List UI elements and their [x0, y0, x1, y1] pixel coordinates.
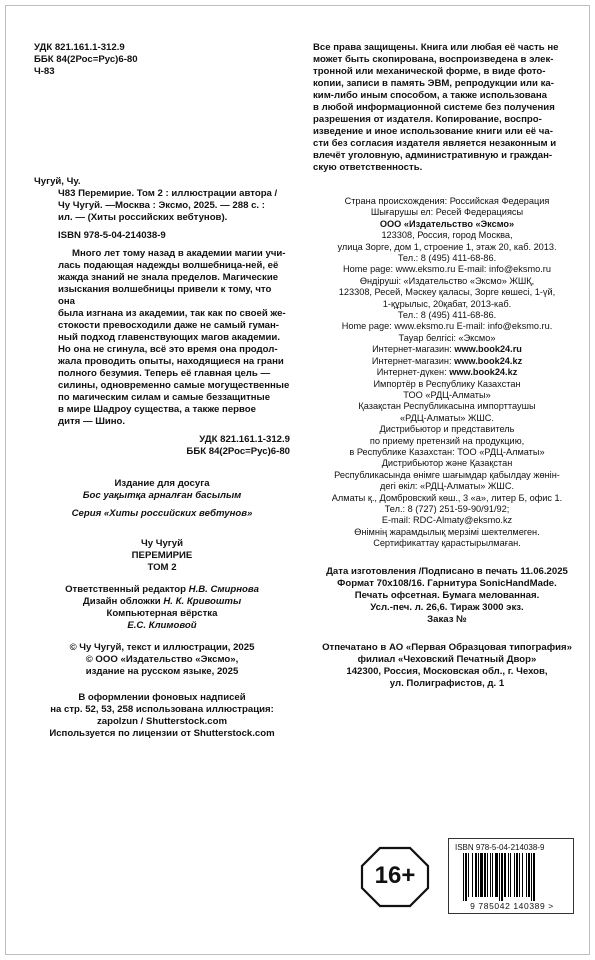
online-shop-kz-kaz — [313, 367, 581, 378]
leisure-edition: Издание для досуга — [114, 478, 210, 489]
bibliographic-line-3: ил. — (Хиты российских вебтунов). — [58, 212, 228, 223]
copyright-publisher: © ООО «Издательство «Эксмо», — [85, 654, 239, 665]
online-shop-label: Интернет-дүкен: — [376, 367, 447, 378]
printer-info — [313, 642, 581, 690]
rights-line: тронной или механической форме, в виде фото- — [313, 66, 546, 77]
background-note-line: Используется по лицензии от Shutterstock.com — [49, 728, 275, 739]
publisher-line: Тел.: 8 (495) 411-68-86. — [397, 253, 497, 264]
background-note-line: В оформлении фоновых надписей — [78, 692, 246, 703]
layout-label: Компьютерная вёрстка — [106, 608, 218, 619]
printer-line: 142300, Россия, Московская обл., г. Чехов, — [346, 665, 548, 677]
author-name: Чу Чугуй — [140, 538, 184, 549]
rights-line: сти без согласия издателя является незаконным и — [313, 138, 557, 149]
editor-label: Ответственный редактор — [65, 584, 186, 595]
annotation-line: Но она не сгинула, всё это время она продол- — [58, 344, 278, 355]
age-rating-text: 16+ — [374, 862, 416, 889]
barcode — [448, 838, 574, 914]
copyright-author: © Чу Чугуй, текст и иллюстрации, 2025 — [69, 642, 255, 653]
online-shop-kz — [313, 356, 581, 367]
rights-line: в любой информационной системе без получения — [313, 102, 555, 113]
rights-line: может быть скопирована, воспроизведена в элек- — [313, 54, 554, 65]
age-rating-badge — [360, 846, 430, 908]
import-line: Дистрибьютор и представитель — [379, 424, 515, 435]
rights-line: скую ответственность. — [313, 162, 423, 173]
rights-line: разрешения от издателя. Копирование, воспро- — [313, 114, 542, 125]
bibliographic-line-1: Ч83 Перемирие. Том 2 : иллюстрации автора / — [58, 188, 278, 199]
publisher-line: Тел.: 8 (495) 411-68-86. — [397, 310, 497, 321]
import-line: дегі өкіл: «РДЦ-Алматы» ЖШС. — [379, 481, 515, 492]
import-line: «РДЦ-Алматы» ЖШС. — [400, 412, 494, 423]
annotation-line: изыскания волшебницы привели к тому, что она — [58, 284, 272, 307]
print-details — [313, 566, 581, 626]
printer-line: ул. Полиграфистов, д. 1 — [389, 677, 505, 689]
import-line: Сертификаттау қарастырылмаған. — [373, 538, 521, 549]
publisher-line: Страна происхождения: Российская Федерация — [344, 196, 550, 206]
import-line: Алматы қ., Домбровский көш., 3 «а», литер Б, офис 1. — [331, 492, 563, 503]
bbk-code: ББК 84(2Рос=Рус)6-80 — [34, 54, 138, 65]
leisure-edition-kz: Бос уақытқа арналған басылым — [82, 490, 242, 501]
print-line: Заказ № — [427, 613, 467, 625]
rights-line: копии, записи в память ЭВМ, репродукции или ка- — [313, 78, 554, 89]
online-shop-link[interactable]: www.book24.kz — [454, 355, 523, 366]
barcode-isbn: ISBN 978-5-04-214038-9 — [455, 843, 545, 852]
online-shop-label: Интернет-магазин: — [372, 344, 452, 355]
right-column — [313, 42, 581, 690]
import-line: Өнімнің жарамдылық мерзімі шектелмеген. — [354, 526, 540, 537]
left-column — [34, 42, 290, 740]
udk-code: УДК 821.161.1-312.9 — [34, 42, 125, 53]
publisher-line: 123308, Россия, город Москва, — [381, 230, 513, 241]
annotation-line: жажда знаний не знала пределов. Магические — [58, 272, 279, 283]
annotation-line: Много лет тому назад в академии магии учи- — [72, 248, 286, 259]
background-note-line: на стр. 52, 53, 258 использована иллюстрация: — [50, 704, 274, 715]
udk-code-repeat: УДК 821.161.1-312.9 — [199, 434, 290, 445]
design-name: Н. К. Кривошты — [163, 596, 242, 607]
printer-line: филиал «Чеховский Печатный Двор» — [357, 653, 537, 665]
annotation-line: в мире Шадроу существа, а также первое — [58, 404, 256, 415]
background-note-line: zapolzun / Shutterstock.com — [96, 716, 228, 727]
print-line: Формат 70x108/16. Гарнитура SonicHandMade. — [337, 577, 557, 589]
editor-name: Н.В. Смирнова — [188, 584, 259, 595]
cover-design-credit — [34, 596, 290, 608]
book-title: ПЕРЕМИРИЕ — [131, 550, 193, 561]
import-line: Дистрибьютор және Қазақстан — [381, 458, 513, 469]
import-line: Республикасында өнімге шағымдар қабылдау жөнін- — [334, 469, 560, 480]
import-line: Қазақстан Республикасына импорттаушы — [358, 401, 536, 412]
bibliographic-line-2: Чу Чугуй. —Москва : Эксмо, 2025. — 288 с. : — [58, 200, 265, 211]
annotation-line: жала проводить опыты, находящиеся на грани — [58, 356, 284, 367]
import-line: Импортёр в Республику Казахстан — [373, 378, 521, 389]
import-line: по приему претензий на продукцию, — [369, 435, 525, 446]
bbk-code-repeat: ББК 84(2Рос=Рус)6-80 — [186, 446, 290, 457]
rights-notice — [313, 42, 581, 174]
online-shop-link[interactable]: www.book24.kz — [449, 367, 518, 378]
rights-line: ким-либо иным способом, а также использована — [313, 90, 548, 101]
series-name: Серия «Хиты российских вебтунов» — [71, 508, 253, 519]
author-sign: Ч-83 — [34, 66, 55, 77]
import-line: в Республике Казахстан: ТОО «РДЦ-Алматы» — [349, 446, 545, 457]
import-line: Тел.: 8 (727) 251-59-90/91/92; — [384, 503, 510, 514]
publisher-line: Шығарушы ел: Ресей Федерациясы — [370, 207, 524, 218]
volume: ТОМ 2 — [147, 562, 177, 573]
publisher-line: ООО «Издательство «Эксмо» — [379, 218, 515, 229]
layout-name: Е.С. Климовой — [127, 620, 197, 631]
design-label: Дизайн обложки — [82, 596, 161, 607]
copyright-publisher-2: издание на русском языке, 2025 — [85, 666, 239, 677]
publisher-line: улица Зорге, дом 1, строение 1, этаж 20, каб. 2013. — [337, 241, 557, 252]
online-shop-ru — [313, 344, 581, 355]
annotation-line: стокости превосходили даже не самый гуман- — [58, 320, 279, 331]
rights-line: влечёт уголовную, административную и граждан- — [313, 150, 553, 161]
publisher-line: 123308, Ресей, Мәскеу қаласы, Зорге көшесі, 1-үй, — [338, 287, 556, 298]
print-line: Усл.-печ. л. 26,6. Тираж 3000 экз. — [370, 601, 524, 613]
publisher-info — [313, 196, 581, 550]
online-shop-label: Интернет-магазин: — [371, 355, 452, 366]
isbn: ISBN 978-5-04-214038-9 — [58, 230, 166, 241]
annotation-line: лась подающая надежды волшебница-ней, её — [58, 260, 279, 271]
printer-line: Отпечатано в АО «Первая Образцовая типография» — [322, 641, 572, 653]
annotation-line: по магическим силам и самые беззащитные — [58, 392, 271, 403]
print-line: Печать офсетная. Бумага мелованная. — [354, 589, 540, 601]
barcode-bars-icon — [461, 853, 565, 901]
print-line: Дата изготовления /Подписано в печать 11.06.2025 — [326, 565, 568, 577]
import-line: E-mail: RDC-Almaty@eksmo.kz — [381, 515, 513, 526]
annotation-line: силины, одновременно самые могущественные — [58, 380, 290, 391]
annotation-line: дитя — Шино. — [58, 416, 126, 427]
author-heading: Чугуй, Чу. — [34, 176, 81, 187]
rights-line: Все права защищены. Книга или любая её часть не — [313, 42, 559, 53]
publisher-line: Тауар белгісі: «Эксмо» — [398, 332, 496, 343]
publisher-line: 1-құрылыс, 20қабат, 2013-каб. — [382, 298, 512, 309]
import-line: ТОО «РДЦ-Алматы» — [403, 389, 491, 400]
annotation — [34, 248, 290, 428]
annotation-line: была изгнана из академии, так как по своей же- — [58, 308, 286, 319]
online-shop-link[interactable]: www.book24.ru — [454, 344, 522, 355]
publisher-line: Home page: www.eksmo.ru E-mail: info@eksmo.ru — [343, 264, 551, 275]
rights-line: изведение и иное использование книги или её ча- — [313, 126, 553, 137]
publisher-line: Өндіруші: «Издательство «Эксмо» ЖШҚ, — [359, 275, 535, 286]
barcode-digits: 9 785042 140389 > — [470, 901, 554, 911]
editor-credit — [34, 584, 290, 596]
annotation-line: ный подход главенствующих магов академии. — [58, 332, 280, 343]
publisher-line: Home page: www.eksmo.ru E-mail: info@eksmo.ru. — [341, 321, 553, 332]
annotation-line: полного безумия. Теперь её главная цель — — [58, 368, 271, 379]
